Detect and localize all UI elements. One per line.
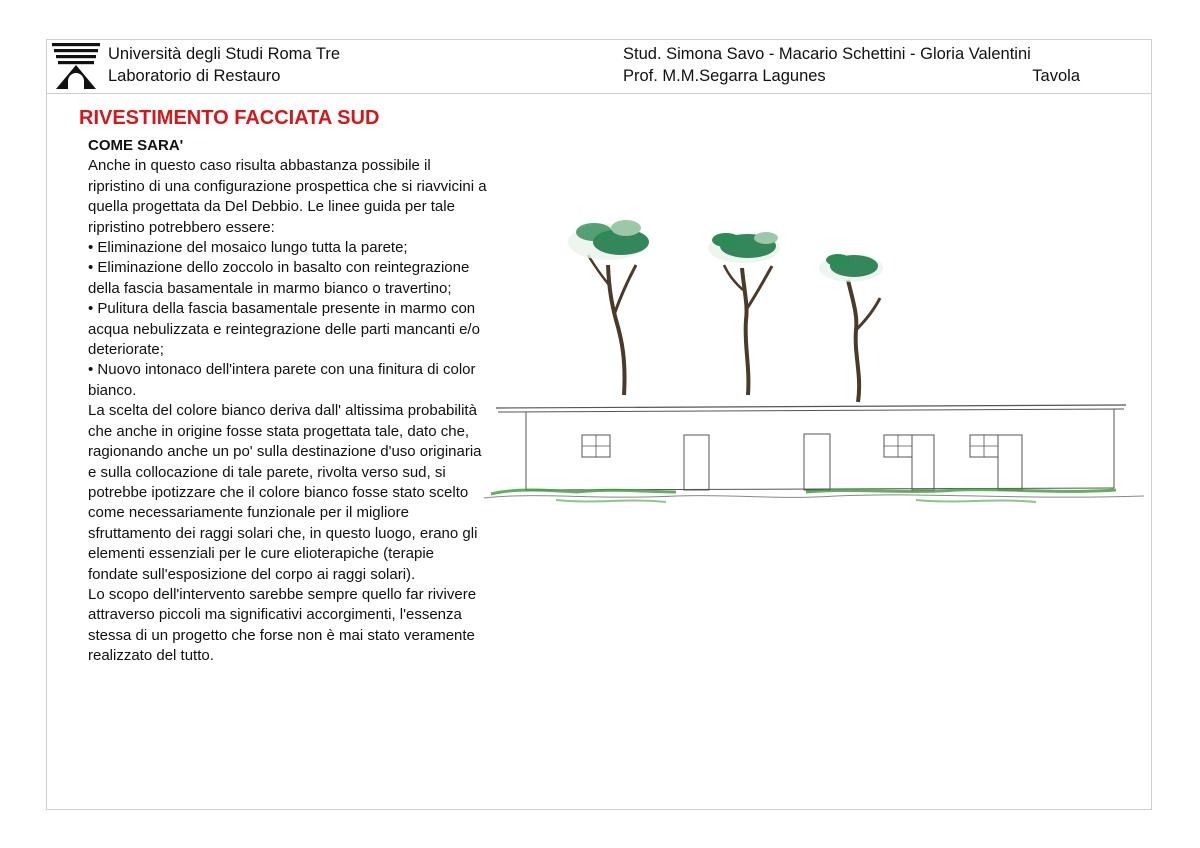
students-names: Stud. Simona Savo - Macario Schettini - Gloria Valentini xyxy=(623,45,1031,63)
description-text xyxy=(88,136,488,667)
tree xyxy=(819,254,883,402)
bullet-item: • Eliminazione dello zoccolo in basalto con reintegrazione della fascia basamentale in marmo bianco o travertino; xyxy=(88,258,488,299)
south-facade-sketch xyxy=(476,170,1166,558)
header xyxy=(46,39,1152,94)
bullet-item: • Pulitura della fascia basamentale presente in marmo con acqua nebulizzata e reintegrazione delle parti mancanti e/o deteriorate; xyxy=(88,299,488,360)
bullet-item: • Eliminazione del mosaico lungo tutta la parete; xyxy=(88,238,488,258)
bullet-item: • Nuovo intonaco dell'intera parete con una finitura di color bianco. xyxy=(88,360,488,401)
closing-paragraph: Lo scopo dell'intervento sarebbe sempre quello far rivivere attraverso piccoli ma significativi accorgimenti, l'essenza stessa di un progetto che forse non è mai stato veramente realizzato del tutto. xyxy=(88,585,477,665)
intro-paragraph: Anche in questo caso risulta abbastanza possibile il ripristino di una configurazione prospettica che si riavvicini a quella progettata da Del Debbio. Le linee guida per tale ripristino potrebbero essere: xyxy=(88,157,487,236)
university-name: Università degli Studi Roma Tre xyxy=(108,45,341,63)
tree xyxy=(708,232,780,395)
tree xyxy=(568,220,649,395)
tavola-label: Tavola xyxy=(1032,67,1080,85)
professor-name: Prof. M.M.Segarra Lagunes xyxy=(623,67,826,85)
lab-name: Laboratorio di Restauro xyxy=(108,67,281,85)
university-logo-icon xyxy=(51,41,101,91)
grass-strip xyxy=(484,490,1144,502)
section-subtitle: COME SARA' xyxy=(88,137,184,154)
building-facade xyxy=(496,405,1126,490)
page-title: RIVESTIMENTO FACCIATA SUD xyxy=(79,107,380,129)
closing-paragraph: La scelta del colore bianco deriva dall' altissima probabilità che anche in origine fosse stata progettata tale, dato che, ragionando anche un po' sulla destinazione d'uso originaria e sulla collocazione di tale parete, rivolta verso sud, si potrebbe ipotizzare che il colore bianco fosse stato scelto come necessariamente funzionale per il migliore sfruttamento dei raggi solari che, in questo luogo, erano gli elementi essenziali per le cure elioterapiche (terapie fondate sull'esposizione del corpo ai raggi solari). xyxy=(88,402,482,583)
